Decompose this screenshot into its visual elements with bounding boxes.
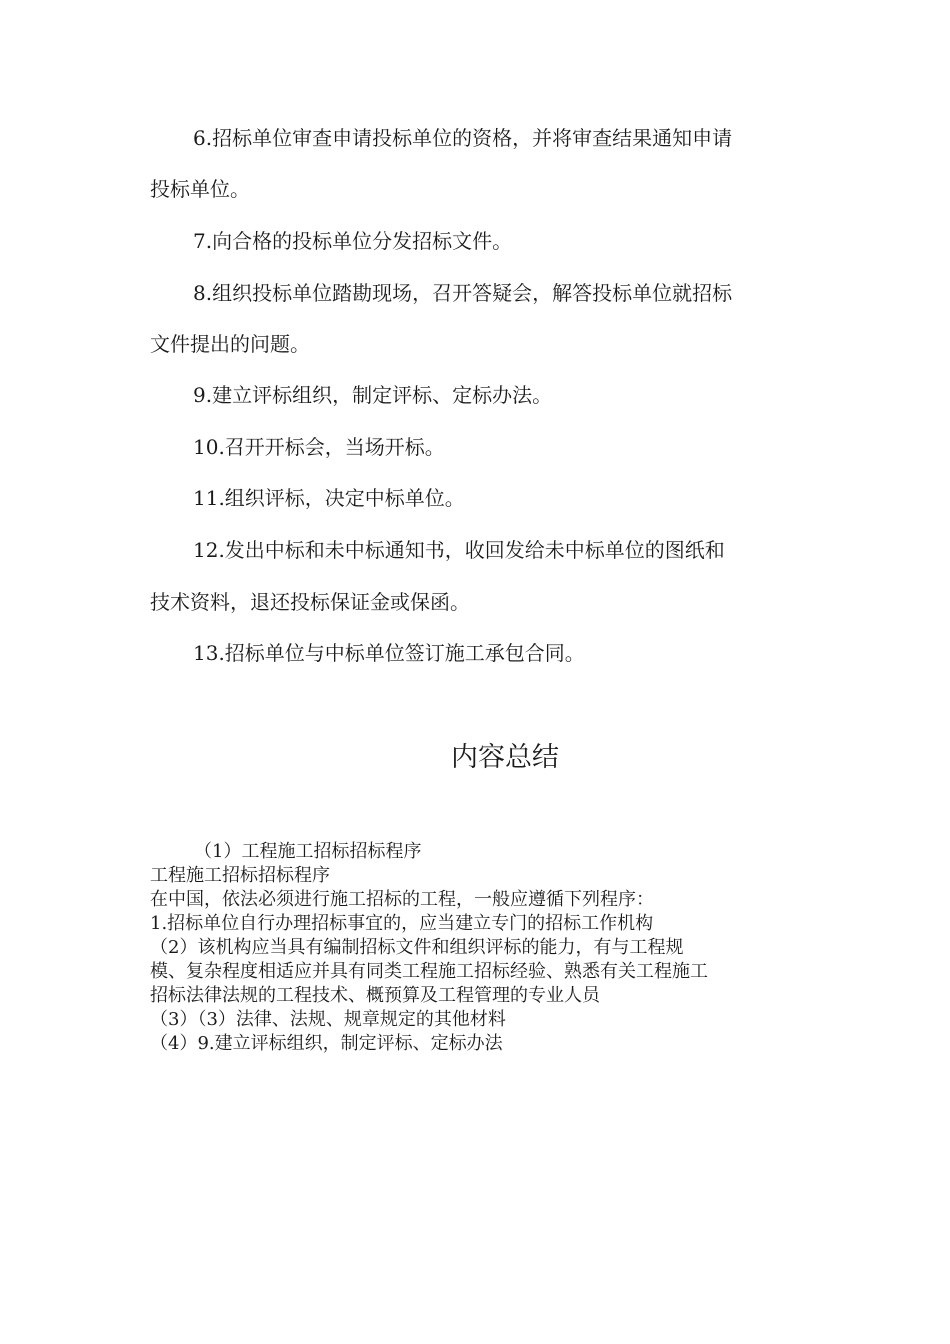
summary-line: 模、复杂程度相适应并具有同类工程施工招标经验、熟悉有关工程施工: [150, 961, 708, 982]
summary-line: （2）该机构应当具有编制招标文件和组织评标的能力，有与工程规: [150, 937, 684, 958]
paragraph-13: 13.招标单位与中标单位签订施工承包合同。: [193, 641, 585, 665]
paragraph-8-line-2: 文件提出的问题。: [150, 332, 310, 356]
summary-line: 1.招标单位自行办理招标事宜的，应当建立专门的招标工作机构: [150, 913, 654, 934]
paragraph-11: 11.组织评标，决定中标单位。: [193, 486, 465, 510]
paragraph-10: 10.召开开标会，当场开标。: [193, 435, 445, 459]
paragraph-12-line-1: 12.发出中标和未中标通知书，收回发给未中标单位的图纸和: [193, 538, 725, 562]
paragraph-8-line-1: 8.组织投标单位踏勘现场，召开答疑会，解答投标单位就招标: [193, 281, 733, 305]
paragraph-6-line-1: 6.招标单位审查申请投标单位的资格，并将审查结果通知申请: [193, 126, 733, 150]
summary-heading: 内容总结: [451, 742, 559, 773]
summary-line: （4）9.建立评标组织，制定评标、定标办法: [150, 1033, 503, 1054]
summary-line: （1）工程施工招标招标程序: [194, 841, 422, 862]
summary-block: [150, 840, 810, 1056]
paragraph-9: 9.建立评标组织，制定评标、定标办法。: [193, 383, 553, 407]
summary-line: 工程施工招标招标程序: [150, 865, 330, 886]
paragraph-7: 7.向合格的投标单位分发招标文件。: [193, 229, 513, 253]
paragraph-12-line-2: 技术资料，退还投标保证金或保函。: [150, 590, 470, 614]
summary-line: 招标法律法规的工程技术、概预算及工程管理的专业人员: [150, 985, 600, 1006]
summary-line: （3）（3）法律、法规、规章规定的其他材料: [150, 1009, 506, 1030]
summary-line: 在中国，依法必须进行施工招标的工程，一般应遵循下列程序：: [150, 889, 654, 910]
paragraph-6-line-2: 投标单位。: [150, 177, 250, 201]
